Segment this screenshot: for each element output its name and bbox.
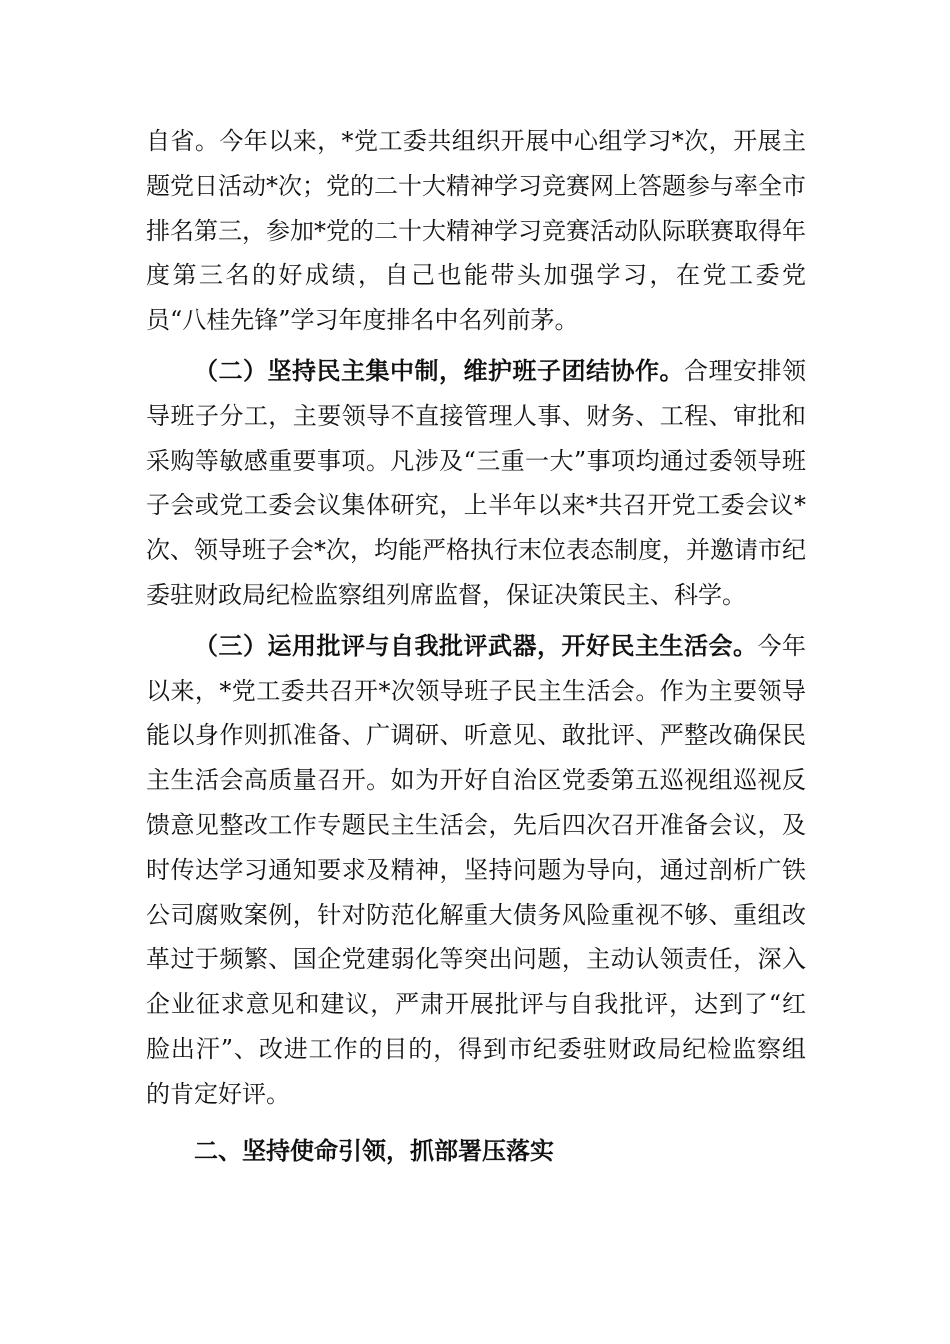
paragraph-body: 合理安排领导班子分工，主要领导不直接管理人事、财务、工程、审批和采购等敏感重要事项。凡涉及“三重一大”事项均通过委领导班子会或党工委会议集体研究，上半年以来*共召开党工委会议*次、领导班子会*次，均能严格执行末位表态制度，并邀请市纪委驻财政局纪检监察组列席监督，保证决策民主、科学。: [146, 356, 806, 609]
section-heading: 二、坚持使命引领，抓部署压落实: [194, 1136, 554, 1165]
paragraph-democratic-centralism: [146, 349, 806, 618]
paragraph-lead-heading: （三）运用批评与自我批评武器，开好民主生活会。: [194, 630, 758, 660]
paragraph-criticism-self-criticism: [146, 624, 806, 1117]
paragraph-continued: 自省。今年以来，*党工委共组织开展中心组学习*次，开展主题党日活动*次；党的二十大精神学习竞赛网上答题参与率全市排名第三，参加*党的二十大精神学习竞赛活动队际联赛取得年度第三名的好成绩，自己也能带头加强学习，在党工委党员“八桂先锋”学习年度排名中名列前茅。: [146, 127, 806, 335]
paragraph-lead-heading: （二）坚持民主集中制，维护班子团结协作。: [194, 355, 684, 385]
document-body: [146, 119, 806, 1173]
paragraph-body: 今年以来，*党工委共召开*次领导班子民主生活会。作为主要领导能以身作则抓准备、广调研、听意见、敢批评、严整改确保民主生活会高质量召开。如为开好自治区党委第五巡视组巡视反馈意见整改工作专题民主生活会，先后四次召开准备会议，及时传达学习通知要求及精神，坚持问题为导向，通过剖析广铁公司腐败案例，针对防范化解重大债务风险重视不够、重组改革过于频繁、国企党建弱化等突出问题，主动认领责任，深入企业征求意见和建议，严肃开展批评与自我批评，达到了“红脸出汗”、改进工作的目的，得到市纪委驻财政局纪检监察组的肯定好评。: [146, 631, 806, 1108]
